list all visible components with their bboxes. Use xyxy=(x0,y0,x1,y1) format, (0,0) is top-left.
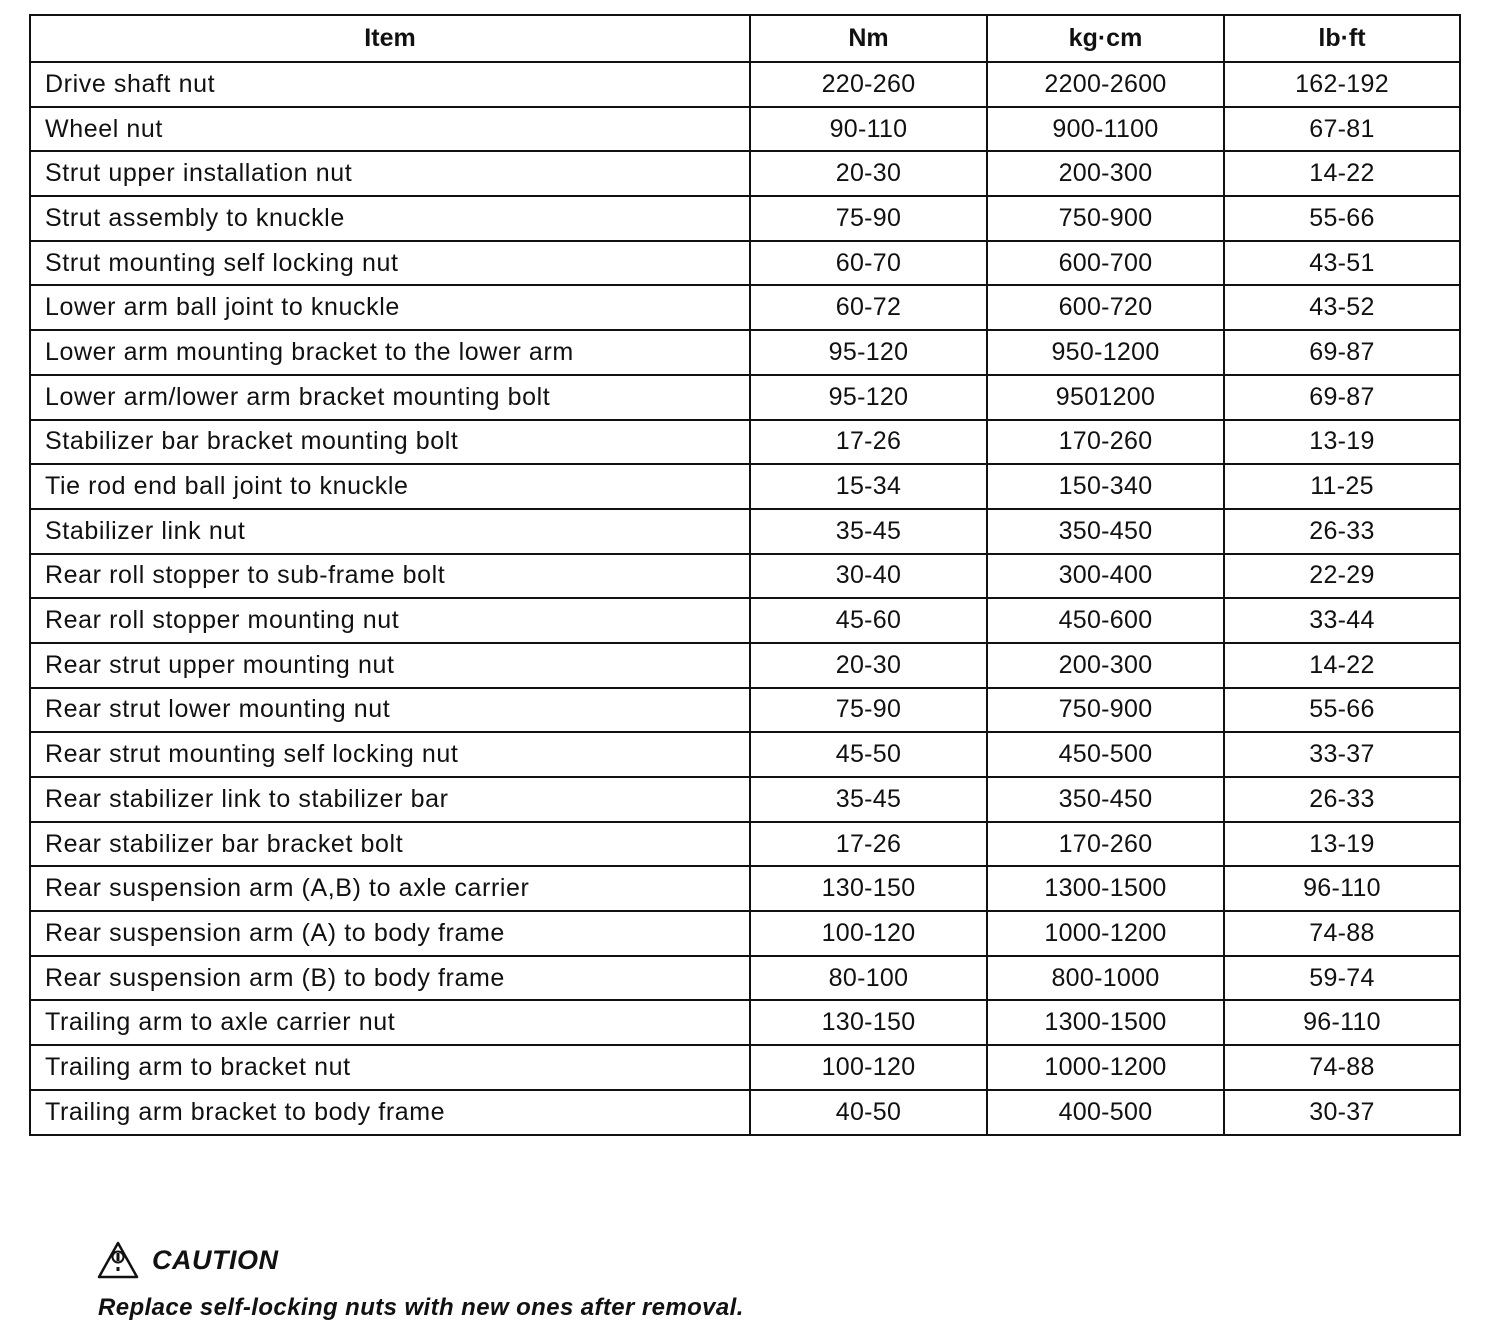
table-row xyxy=(30,241,1460,286)
cell-kgcm: 350-450 xyxy=(987,509,1224,554)
cell-item: Tie rod end ball joint to knuckle xyxy=(30,464,750,509)
cell-lbft: 69-87 xyxy=(1224,330,1460,375)
cell-nm: 17-26 xyxy=(750,822,987,867)
cell-item: Lower arm/lower arm bracket mounting bolt xyxy=(30,375,750,420)
cell-nm: 35-45 xyxy=(750,509,987,554)
cell-kgcm: 150-340 xyxy=(987,464,1224,509)
cell-nm: 20-30 xyxy=(750,151,987,196)
cell-kgcm: 750-900 xyxy=(987,688,1224,733)
cell-lbft: 43-51 xyxy=(1224,241,1460,286)
cell-lbft: 22-29 xyxy=(1224,554,1460,599)
table-header-row xyxy=(30,15,1460,62)
cell-lbft: 69-87 xyxy=(1224,375,1460,420)
cell-kgcm: 350-450 xyxy=(987,777,1224,822)
table-row xyxy=(30,554,1460,599)
cell-item: Trailing arm to bracket nut xyxy=(30,1045,750,1090)
cell-nm: 130-150 xyxy=(750,866,987,911)
cell-lbft: 74-88 xyxy=(1224,911,1460,956)
table-row xyxy=(30,62,1460,107)
cell-item: Lower arm ball joint to knuckle xyxy=(30,285,750,330)
table-row xyxy=(30,732,1460,777)
table-row xyxy=(30,956,1460,1001)
cell-item: Stabilizer bar bracket mounting bolt xyxy=(30,420,750,465)
table-row xyxy=(30,688,1460,733)
cell-lbft: 30-37 xyxy=(1224,1090,1460,1135)
torque-spec-table xyxy=(29,14,1461,1136)
table-row xyxy=(30,151,1460,196)
cell-lbft: 74-88 xyxy=(1224,1045,1460,1090)
cell-kgcm: 600-720 xyxy=(987,285,1224,330)
cell-nm: 30-40 xyxy=(750,554,987,599)
cell-nm: 95-120 xyxy=(750,330,987,375)
header-kgcm: kg·cm xyxy=(987,15,1224,62)
table-row xyxy=(30,643,1460,688)
table-row xyxy=(30,107,1460,152)
cell-kgcm: 450-500 xyxy=(987,732,1224,777)
table-row xyxy=(30,1000,1460,1045)
cell-nm: 80-100 xyxy=(750,956,987,1001)
table-body xyxy=(30,62,1460,1135)
cell-nm: 15-34 xyxy=(750,464,987,509)
cell-item: Rear suspension arm (B) to body frame xyxy=(30,956,750,1001)
cell-nm: 60-70 xyxy=(750,241,987,286)
table-row xyxy=(30,420,1460,465)
cell-nm: 95-120 xyxy=(750,375,987,420)
table-row xyxy=(30,196,1460,241)
table-row xyxy=(30,598,1460,643)
cell-nm: 90-110 xyxy=(750,107,987,152)
cell-item: Strut upper installation nut xyxy=(30,151,750,196)
cell-lbft: 11-25 xyxy=(1224,464,1460,509)
cell-kgcm: 400-500 xyxy=(987,1090,1224,1135)
table-row xyxy=(30,375,1460,420)
cell-item: Rear suspension arm (A,B) to axle carrier xyxy=(30,866,750,911)
cell-lbft: 43-52 xyxy=(1224,285,1460,330)
table-row xyxy=(30,285,1460,330)
cell-lbft: 14-22 xyxy=(1224,151,1460,196)
table-row xyxy=(30,1045,1460,1090)
cell-nm: 35-45 xyxy=(750,777,987,822)
cell-kgcm: 750-900 xyxy=(987,196,1224,241)
table-row xyxy=(30,822,1460,867)
cell-kgcm: 300-400 xyxy=(987,554,1224,599)
cell-lbft: 67-81 xyxy=(1224,107,1460,152)
cell-lbft: 33-44 xyxy=(1224,598,1460,643)
cell-lbft: 55-66 xyxy=(1224,688,1460,733)
cell-lbft: 162-192 xyxy=(1224,62,1460,107)
cell-kgcm: 800-1000 xyxy=(987,956,1224,1001)
cell-nm: 60-72 xyxy=(750,285,987,330)
header-nm: Nm xyxy=(750,15,987,62)
cell-lbft: 33-37 xyxy=(1224,732,1460,777)
table-row xyxy=(30,866,1460,911)
cell-item: Rear roll stopper to sub-frame bolt xyxy=(30,554,750,599)
cell-kgcm: 9501200 xyxy=(987,375,1224,420)
cell-nm: 45-50 xyxy=(750,732,987,777)
cell-item: Trailing arm to axle carrier nut xyxy=(30,1000,750,1045)
cell-kgcm: 1300-1500 xyxy=(987,1000,1224,1045)
cell-item: Strut mounting self locking nut xyxy=(30,241,750,286)
cell-lbft: 13-19 xyxy=(1224,420,1460,465)
cell-item: Lower arm mounting bracket to the lower arm xyxy=(30,330,750,375)
table-row xyxy=(30,911,1460,956)
caution-heading xyxy=(96,1238,279,1282)
table-row xyxy=(30,464,1460,509)
cell-kgcm: 950-1200 xyxy=(987,330,1224,375)
cell-kgcm: 1300-1500 xyxy=(987,866,1224,911)
cell-item: Rear strut upper mounting nut xyxy=(30,643,750,688)
cell-item: Rear suspension arm (A) to body frame xyxy=(30,911,750,956)
cell-kgcm: 170-260 xyxy=(987,420,1224,465)
cell-nm: 20-30 xyxy=(750,643,987,688)
cell-nm: 75-90 xyxy=(750,196,987,241)
table-row xyxy=(30,1090,1460,1135)
header-item: Item xyxy=(30,15,750,62)
cell-item: Stabilizer link nut xyxy=(30,509,750,554)
cell-kgcm: 600-700 xyxy=(987,241,1224,286)
cell-nm: 40-50 xyxy=(750,1090,987,1135)
cell-lbft: 96-110 xyxy=(1224,1000,1460,1045)
cell-nm: 220-260 xyxy=(750,62,987,107)
cell-kgcm: 170-260 xyxy=(987,822,1224,867)
cell-lbft: 96-110 xyxy=(1224,866,1460,911)
cell-item: Wheel nut xyxy=(30,107,750,152)
cell-nm: 45-60 xyxy=(750,598,987,643)
table-row xyxy=(30,509,1460,554)
cell-kgcm: 200-300 xyxy=(987,643,1224,688)
cell-lbft: 13-19 xyxy=(1224,822,1460,867)
cell-lbft: 26-33 xyxy=(1224,777,1460,822)
cell-lbft: 55-66 xyxy=(1224,196,1460,241)
cell-kgcm: 200-300 xyxy=(987,151,1224,196)
cell-nm: 75-90 xyxy=(750,688,987,733)
cell-item: Drive shaft nut xyxy=(30,62,750,107)
cell-item: Trailing arm bracket to body frame xyxy=(30,1090,750,1135)
cell-kgcm: 900-1100 xyxy=(987,107,1224,152)
cell-lbft: 26-33 xyxy=(1224,509,1460,554)
cell-kgcm: 450-600 xyxy=(987,598,1224,643)
cell-item: Rear strut lower mounting nut xyxy=(30,688,750,733)
cell-item: Rear roll stopper mounting nut xyxy=(30,598,750,643)
cell-lbft: 59-74 xyxy=(1224,956,1460,1001)
cell-lbft: 14-22 xyxy=(1224,643,1460,688)
caution-text: Replace self-locking nuts with new ones after removal. xyxy=(98,1294,744,1321)
cell-nm: 100-120 xyxy=(750,1045,987,1090)
cell-kgcm: 2200-2600 xyxy=(987,62,1224,107)
cell-nm: 100-120 xyxy=(750,911,987,956)
header-lbft: lb·ft xyxy=(1224,15,1460,62)
cell-nm: 130-150 xyxy=(750,1000,987,1045)
table-row xyxy=(30,777,1460,822)
cell-kgcm: 1000-1200 xyxy=(987,911,1224,956)
warning-triangle-icon xyxy=(96,1240,140,1280)
cell-item: Rear stabilizer bar bracket bolt xyxy=(30,822,750,867)
cell-item: Strut assembly to knuckle xyxy=(30,196,750,241)
cell-item: Rear strut mounting self locking nut xyxy=(30,732,750,777)
table-row xyxy=(30,330,1460,375)
cell-item: Rear stabilizer link to stabilizer bar xyxy=(30,777,750,822)
cell-nm: 17-26 xyxy=(750,420,987,465)
caution-title: CAUTION xyxy=(152,1244,279,1275)
cell-kgcm: 1000-1200 xyxy=(987,1045,1224,1090)
